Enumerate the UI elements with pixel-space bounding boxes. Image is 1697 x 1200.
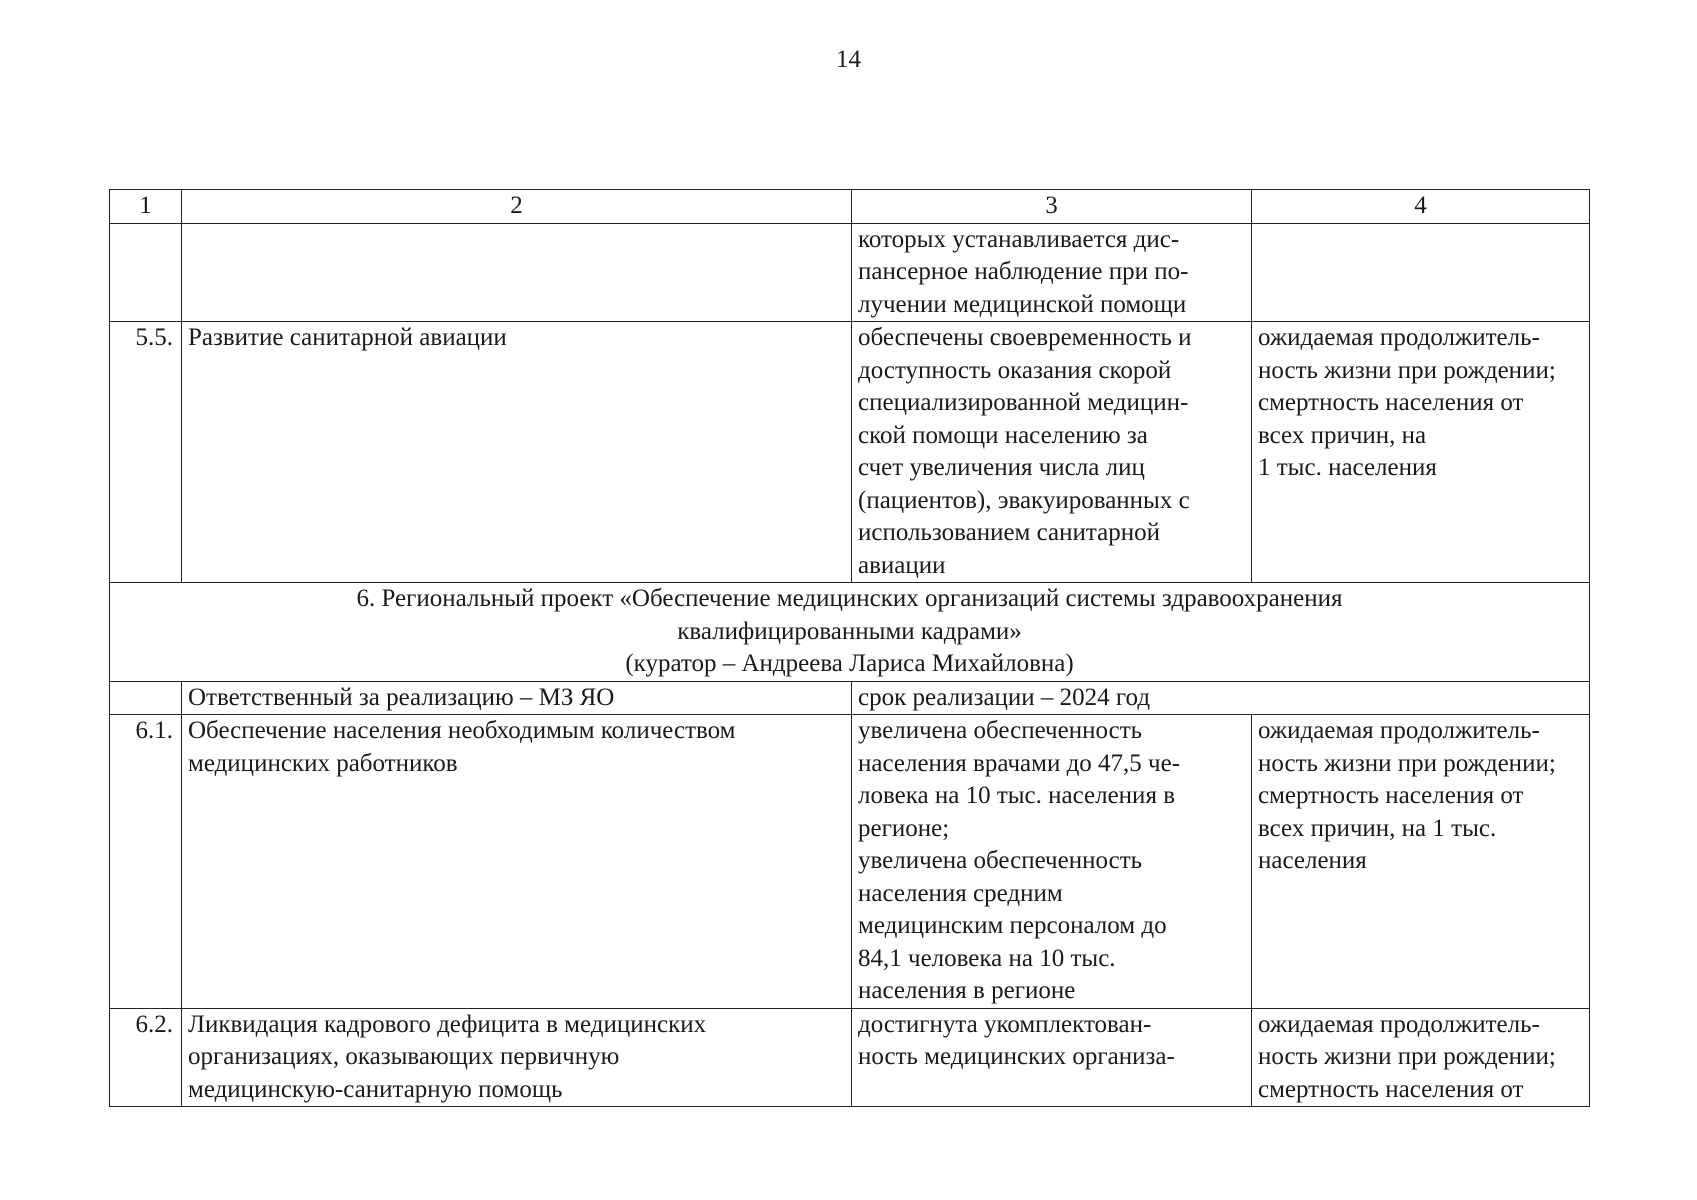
- activity-line: Обеспечение населения необходимым количеством: [188, 717, 736, 744]
- section-responsible-row: [110, 681, 1590, 715]
- section-curator-line: (куратор – Андреева Лариса Михайловна): [625, 650, 1074, 677]
- activity-line: Ликвидация кадрового дефицита в медицинских: [188, 1010, 707, 1038]
- row-result-cell: [852, 715, 1252, 1009]
- row-activity-cell: [182, 223, 852, 322]
- indicator-line: ожидаемая продолжитель-: [1258, 1010, 1540, 1038]
- result-line: лучении медицинской помощи: [858, 290, 1187, 318]
- row-activity-cell: Развитие санитарной авиации: [182, 322, 852, 583]
- result-line: ловека на 10 тыс. населения в: [858, 782, 1175, 809]
- row-activity-cell: [182, 1008, 852, 1107]
- result-line: увеличена обеспеченность: [858, 717, 1143, 744]
- header-col-4: 4: [1252, 190, 1590, 224]
- indicator-line: ожидаемая продолжитель-: [1258, 324, 1540, 351]
- indicator-line: ность жизни при рождении;: [1258, 749, 1556, 777]
- table-row: [110, 223, 1590, 322]
- header-col-3: 3: [852, 190, 1252, 224]
- activity-line: медицинскую-санитарную помощь: [188, 1075, 563, 1103]
- indicator-line: всех причин, на: [1258, 421, 1427, 449]
- responsible-cell: Ответственный за реализацию – МЗ ЯО: [182, 681, 852, 715]
- table-row-6-2: [110, 1008, 1590, 1107]
- table-row-5-5: [110, 322, 1590, 583]
- row-number-cell: 6.2.: [110, 1008, 182, 1107]
- result-line: медицинским персоналом до: [858, 912, 1167, 939]
- result-line: ность медицинских организа-: [858, 1043, 1175, 1070]
- table-row-6-1: [110, 715, 1590, 1009]
- indicator-line: смертность населения от: [1258, 389, 1524, 416]
- result-line: регионе;: [858, 814, 950, 842]
- activity-line: организациях, оказывающих первичную: [188, 1043, 620, 1070]
- row-number-cell: 5.5.: [110, 322, 182, 583]
- result-line: населения средним: [858, 879, 1063, 907]
- indicator-line: ность жизни при рождении;: [1258, 1043, 1556, 1070]
- page-number: 14: [836, 46, 861, 73]
- header-col-1: 1: [110, 190, 182, 224]
- activity-line: медицинских работников: [188, 749, 458, 777]
- indicator-line: смертность населения от: [1258, 1075, 1524, 1103]
- result-line: авиации: [858, 551, 946, 579]
- result-line: счет увеличения числа лиц: [858, 454, 1145, 481]
- header-col-2: 2: [182, 190, 852, 224]
- result-line: 84,1 человека на 10 тыс.: [858, 944, 1116, 972]
- indicator-line: ожидаемая продолжитель-: [1258, 717, 1540, 744]
- document-table: [109, 189, 1590, 1107]
- row-activity-cell: [182, 715, 852, 1009]
- row-number-cell: [110, 223, 182, 322]
- indicator-line: смертность населения от: [1258, 782, 1524, 809]
- indicator-line: населения: [1258, 847, 1367, 874]
- row-number-cell: [110, 681, 182, 715]
- section-title-line: квалифицированными кадрами»: [677, 617, 1022, 645]
- indicator-line: 1 тыс. населения: [1258, 454, 1437, 481]
- row-indicator-cell: [1252, 223, 1590, 322]
- result-line: увеличена обеспеченность: [858, 847, 1143, 874]
- result-line: доступность оказания скорой: [858, 356, 1172, 384]
- result-line: (пациентов), эвакуированных с: [858, 486, 1190, 514]
- section-title-line: 6. Региональный проект «Обеспечение медицинских организаций системы здравоохранения: [356, 585, 1343, 612]
- row-number-cell: 6.1.: [110, 715, 182, 1009]
- row-result-cell: [852, 1008, 1252, 1107]
- indicator-line: ность жизни при рождении;: [1258, 356, 1556, 384]
- term-cell: срок реализации – 2024 год: [852, 681, 1590, 715]
- result-line: которых устанавливается дис-: [858, 225, 1180, 253]
- result-line: населения врачами до 47,5 че-: [858, 749, 1181, 777]
- result-line: использованием санитарной: [858, 519, 1160, 546]
- result-line: достигнута укомплектован-: [858, 1010, 1152, 1038]
- row-indicator-cell: [1252, 1008, 1590, 1107]
- result-line: обеспечены своевременность и: [858, 324, 1192, 351]
- table-header-row: [110, 190, 1590, 224]
- section-6-title: [110, 583, 1590, 682]
- row-indicator-cell: [1252, 322, 1590, 583]
- result-line: ской помощи населению за: [858, 421, 1148, 449]
- row-indicator-cell: [1252, 715, 1590, 1009]
- indicator-line: всех причин, на 1 тыс.: [1258, 814, 1497, 842]
- section-title-row: [110, 583, 1590, 682]
- row-result-cell: [852, 322, 1252, 583]
- row-result-cell: [852, 223, 1252, 322]
- result-line: населения в регионе: [858, 977, 1076, 1004]
- result-line: специализированной медицин-: [858, 389, 1189, 416]
- result-line: пансерное наблюдение при по-: [858, 258, 1189, 285]
